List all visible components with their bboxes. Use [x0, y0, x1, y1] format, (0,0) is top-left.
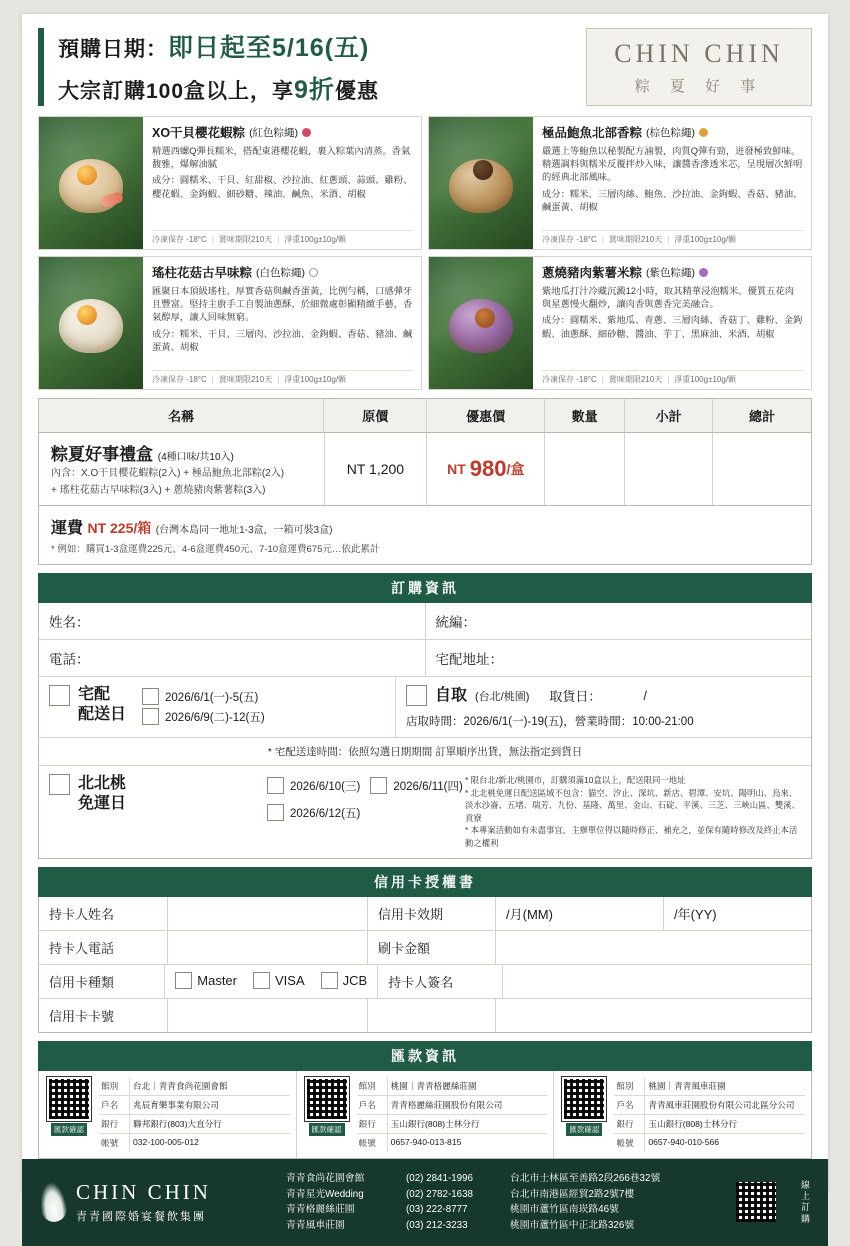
gift-set-detail-1: 內含：X.O干貝櫻花蝦粽(2入) + 極品鮑魚北部粽(2入) — [51, 468, 285, 479]
cc-row-holder-phone — [39, 931, 811, 965]
free-shipping-checkbox[interactable] — [49, 774, 70, 795]
quantity-input-cell[interactable] — [544, 433, 624, 505]
footer — [22, 1159, 828, 1246]
promo-bulk-prefix: 大宗訂購100盒以上，享 — [58, 80, 295, 103]
product-card — [428, 256, 812, 390]
free-shipping-label-1: 北北桃 — [78, 775, 127, 792]
bank-number-key: 帳號 — [616, 1137, 634, 1148]
contact-address: 台北市士林區至善路2段266巷32號 — [510, 1172, 661, 1184]
bank-venue-key: 館別 — [101, 1080, 119, 1091]
contact-address: 台北市南港區經貿2路2號7樓 — [510, 1188, 635, 1200]
bank-name-key: 銀行 — [358, 1118, 376, 1129]
product-weight: 淨重100g±10g/顆 — [674, 235, 737, 244]
product-image — [39, 117, 143, 249]
bank-venue-key: 館別 — [358, 1080, 376, 1091]
cc-type-label: 信用卡種類 — [49, 974, 115, 990]
brand-slogan-zh: 粽 夏 好 事 — [634, 77, 764, 95]
product-rope-label: (紅色粽繩) — [249, 126, 299, 139]
pickup-date-slash[interactable]: / — [643, 688, 648, 703]
phone-field[interactable] — [39, 640, 425, 676]
footer-brand-en: CHIN CHIN — [76, 1180, 211, 1205]
bank-account: 兆辰育樂事業有限公司 — [129, 1096, 290, 1114]
promo-discount: 9折 — [294, 76, 335, 104]
product-grid — [22, 116, 828, 390]
cc-number-input[interactable] — [167, 999, 367, 1032]
header — [22, 14, 828, 116]
online-order-qr[interactable] — [725, 1182, 787, 1222]
term-2: * 北北桃免運日配送區域不包含：貓空、汐止、深坑、新店、碧潭、安坑、陽明山、烏來、淡水沙崙、五堵、瑞芳、九份、基隆、萬里、金山、石碇、平溪、三芝、三峽山區、雙溪、貢寮 — [465, 787, 800, 823]
section-title-credit-card: 信用卡授權書 — [38, 867, 812, 897]
product-description: 紫地瓜打汁冷藏沉澱12小時，取其精華浸泡糯米。優質五花肉與星蔥慢火翻炒，讓肉香與蔥香完美融合。 — [542, 286, 795, 310]
product-description: 匯聚日本頂級瑤柱、厚實香菇與鹹香蛋黃，比例勻稱，口感彈牙且豐富。堅持主廚手工自製油蔥酥，於細微處彰顯精緻手藝，香氣醇厚，讓人回味無窮。 — [152, 286, 413, 323]
promo-line-1 — [58, 28, 576, 64]
cc-row-card-number — [39, 999, 811, 1032]
cc-signature-spacer-2[interactable] — [495, 999, 811, 1032]
bank-venue-key: 館別 — [616, 1080, 634, 1091]
contact-row — [286, 1202, 711, 1218]
cc-signature-input[interactable] — [502, 965, 811, 998]
footer-brand-zh: 青青國際婚宴餐飲集團 — [76, 1211, 206, 1224]
bank-account: 青青格麗絲莊園股份有限公司 — [387, 1096, 548, 1114]
col-total: 總計 — [712, 399, 811, 432]
free-option-1-label: 2026/6/10(三) — [290, 780, 361, 793]
bank-entry — [296, 1071, 554, 1158]
product-ingredients: 成分：糯米、干貝、三層肉、沙拉油、金鉤蝦、香菇、豬油、鹹蛋黃、胡椒 — [152, 328, 413, 352]
remit-confirm-label[interactable]: 匯款確認 — [566, 1123, 602, 1136]
free-option-3[interactable] — [267, 804, 360, 821]
home-delivery-label — [78, 685, 126, 725]
cc-expiry-month[interactable]: /月(MM) — [495, 897, 663, 930]
product-card — [38, 116, 422, 250]
free-option-2[interactable] — [370, 777, 462, 794]
product-storage: 冷凍保存 -18°C — [542, 235, 597, 244]
field-row-phone — [39, 640, 811, 677]
contact-phone[interactable]: (02) 2841-1996 — [406, 1172, 473, 1184]
remit-confirm-label[interactable]: 匯款確認 — [309, 1123, 345, 1136]
col-quantity: 數量 — [544, 399, 624, 432]
rope-color-dot — [309, 268, 318, 277]
contact-branch: 青青食尚花園會館 — [286, 1172, 365, 1184]
bank-qr-block[interactable] — [560, 1077, 608, 1152]
cc-expiry-year[interactable]: /年(YY) — [663, 897, 811, 930]
col-sale-price: 優惠價 — [426, 399, 544, 432]
shipping-example: * 例如：購買1-3盒運費225元、4-6盒運費450元、7-10盒運費675元…依此累計 — [51, 544, 380, 555]
bank-name-key: 銀行 — [616, 1118, 634, 1129]
pickup-block — [395, 677, 811, 737]
cc-type-visa-label: VISA — [275, 972, 305, 988]
bank-venue: 台北｜青青食尚花園會館 — [129, 1077, 290, 1095]
shipping-fee-line — [51, 515, 799, 538]
delivery-option-2-checkbox[interactable] — [142, 708, 159, 725]
promo-date-value: 即日起至5/16(五) — [168, 34, 370, 62]
bank-account-key: 戶名 — [101, 1099, 119, 1110]
qr-code-icon[interactable] — [47, 1077, 91, 1121]
flame-icon — [37, 1181, 68, 1224]
rope-color-dot — [302, 128, 311, 137]
product-storage: 冷凍保存 -18°C — [152, 235, 207, 244]
product-shelf-life: 賞味期限210天 — [218, 235, 273, 244]
online-order-label-3: 訂 — [800, 1202, 810, 1213]
pickup-label: 自取 — [435, 686, 468, 704]
contact-branch: 青青星光Wedding — [286, 1188, 364, 1200]
product-storage: 冷凍保存 -18°C — [542, 375, 597, 384]
cc-holder-name-input[interactable] — [167, 897, 367, 930]
bank-number: 032-100-005-012 — [129, 1134, 290, 1152]
product-description: 嚴選上等鮑魚以秘製配方滷製，肉質Q彈有勁，迸發極致鮮味。精選調料與糯米反覆拌炒入味，讓醬香滲透米芯，呈現層次鮮明的經典北部風味。 — [542, 146, 803, 183]
gift-set-name-row — [51, 440, 234, 465]
product-card — [428, 116, 812, 250]
sale-price-value — [426, 433, 544, 505]
gift-set-name-sub: (4種口味/共10入) — [157, 452, 234, 463]
product-weight: 淨重100g±10g/顆 — [284, 235, 347, 244]
bank-name: 玉山銀行(808)士林分行 — [387, 1115, 548, 1133]
address-label: 宅配地址： — [435, 652, 503, 667]
product-name: 蔥燒豬肉紫薯米粽 — [542, 266, 643, 280]
cc-holder-phone-input[interactable] — [167, 931, 367, 964]
online-order-label-1: 線 — [800, 1179, 810, 1190]
name-label: 姓名： — [49, 615, 90, 630]
cc-holder-phone-label: 持卡人電話 — [49, 940, 115, 956]
contact-address: 桃園市蘆竹區南崁路46號 — [510, 1204, 619, 1216]
online-order-label-4: 購 — [800, 1213, 810, 1224]
contact-phone[interactable]: (03) 212-3233 — [406, 1220, 468, 1232]
cc-type-jcb-checkbox[interactable] — [321, 972, 338, 989]
product-storage: 冷凍保存 -18°C — [152, 375, 207, 384]
cc-type-master-label: Master — [197, 972, 237, 988]
name-field[interactable] — [39, 603, 425, 639]
bank-account: 青青風車莊園股份有限公司北區分公司 — [644, 1096, 805, 1114]
promo-date-prefix: 預購日期： — [58, 38, 168, 61]
total-cell[interactable] — [712, 433, 811, 505]
rope-color-dot — [699, 128, 708, 137]
cc-amount-label: 刷卡金額 — [367, 931, 495, 964]
home-delivery-label-1: 宅配 — [78, 686, 111, 703]
free-option-3-checkbox[interactable] — [267, 804, 284, 821]
cc-type-master-checkbox[interactable] — [175, 972, 192, 989]
address-field[interactable] — [425, 640, 812, 676]
product-title-row — [152, 123, 413, 141]
product-weight: 淨重100g±10g/顆 — [674, 375, 737, 384]
bank-table — [614, 1077, 805, 1152]
product-ingredients: 成分：圓糯米、干貝、紅甜椒、沙拉油、紅蔥頭、蒜頭、雞粉、櫻花蝦、金鉤蝦、細砂糖、辣油、鹹魚、米酒、胡椒 — [152, 175, 413, 199]
shipping-fee-row — [39, 506, 811, 564]
product-title-row — [542, 263, 803, 281]
qr-code-icon[interactable] — [562, 1077, 606, 1121]
cc-signature-spacer — [367, 999, 495, 1032]
order-form-page — [22, 14, 828, 1232]
free-option-2-label: 2026/6/11(四) — [393, 780, 463, 793]
rope-color-dot — [699, 268, 708, 277]
product-image — [429, 257, 533, 389]
product-rope-label: (白色粽繩) — [256, 266, 306, 279]
product-shelf-life: 賞味期限210天 — [218, 375, 273, 384]
delivery-row — [39, 677, 811, 738]
delivery-option-2-label: 2026/6/9(二)-12(五) — [165, 711, 265, 724]
bank-name: 玉山銀行(808)士林分行 — [644, 1115, 805, 1133]
promo-line-2 — [58, 70, 576, 106]
free-option-1-checkbox[interactable] — [267, 777, 284, 794]
pickup-region: (台北/桃園) — [475, 690, 530, 703]
col-original-price: 原價 — [323, 399, 426, 432]
shipping-label: 運費 — [51, 520, 84, 537]
credit-card-block — [38, 897, 812, 1033]
qr-code-icon[interactable] — [305, 1077, 349, 1121]
field-row-name — [39, 603, 811, 640]
bank-name: 聯邦銀行(803)大直分行 — [129, 1115, 290, 1133]
sale-price-number: 980 — [469, 456, 507, 481]
bank-table — [99, 1077, 290, 1152]
contact-row — [286, 1218, 711, 1234]
brand-name-en: CHIN CHIN — [614, 38, 784, 68]
cc-type-jcb-label: JCB — [342, 972, 368, 988]
delivery-option-1-label: 2026/6/1(一)-5(五) — [165, 691, 259, 704]
cc-type-visa-checkbox[interactable] — [253, 972, 270, 989]
pickup-date-label: 取貨日： — [549, 689, 602, 704]
qr-code-icon[interactable] — [736, 1182, 776, 1222]
cc-amount-input[interactable] — [495, 931, 811, 964]
cc-expiry-label: 信用卡效期 — [367, 897, 495, 930]
delivery-option-1-checkbox[interactable] — [142, 688, 159, 705]
free-option-2-checkbox[interactable] — [370, 777, 387, 794]
tax-id-field[interactable] — [425, 603, 812, 639]
bank-qr-block[interactable] — [303, 1077, 351, 1152]
bank-number-key: 帳號 — [101, 1137, 119, 1148]
product-meta: 冷凍保存 -18°C | 賞味期限210天 | 淨重100g±10g/顆 — [542, 370, 803, 385]
product-weight: 淨重100g±10g/顆 — [284, 375, 347, 384]
tax-id-label: 統編： — [435, 615, 476, 630]
gift-set-detail-2: + 瑤柱花菇古早味粽(3入) + 蔥燒豬肉紫薯粽(3入) — [51, 484, 266, 496]
cc-signature-label: 持卡人簽名 — [377, 965, 502, 998]
cc-number-label: 信用卡卡號 — [49, 1008, 115, 1024]
delivery-option-2[interactable] — [142, 708, 265, 725]
order-info-block — [38, 603, 812, 859]
product-rope-label: (棕色粽繩) — [646, 126, 696, 139]
free-shipping-label — [78, 774, 126, 814]
bank-number: 0657-940-010-566 — [644, 1134, 805, 1152]
cc-type-master[interactable] — [175, 972, 237, 989]
gift-set-cell — [39, 433, 324, 505]
product-meta: 冷凍保存 -18°C | 賞味期限210天 | 淨重100g±10g/顆 — [542, 230, 803, 245]
col-subtotal: 小計 — [624, 399, 712, 432]
promo-block — [38, 28, 576, 106]
free-shipping-label-2: 免運日 — [78, 795, 127, 812]
brand-logo — [586, 28, 812, 106]
bank-venue: 桃園｜青青格麗絲莊園 — [387, 1077, 548, 1095]
product-shelf-life: 賞味期限210天 — [608, 375, 663, 384]
phone-label: 電話： — [49, 652, 90, 667]
contact-phone[interactable]: (02) 2782-1638 — [406, 1188, 473, 1200]
col-name: 名稱 — [168, 409, 195, 424]
product-meta: 冷凍保存 -18°C | 賞味期限210天 | 淨重100g±10g/顆 — [152, 370, 413, 385]
bank-account-key: 戶名 — [358, 1099, 376, 1110]
free-shipping-terms — [465, 774, 801, 850]
bank-venue: 桃園｜青青風車莊園 — [644, 1077, 805, 1095]
product-image — [39, 257, 143, 389]
section-title-remittance: 匯款資訊 — [38, 1041, 812, 1071]
product-description: 精選西螺Q彈長糯米，搭配東港櫻花蝦，裹入粽葉內清蒸。香氣馥雅，爆解油膩 — [152, 146, 411, 170]
shipping-unit: /箱 — [133, 520, 152, 536]
delivery-option-1[interactable] — [142, 688, 265, 705]
term-3: * 本專案活動如有未盡事宜，主辦單位得以隨時修正、補充之，並保有隨時修改及終止本活動之權利 — [465, 825, 798, 849]
home-delivery-label-2: 配送日 — [78, 706, 127, 723]
delivery-note: * 宅配送達時間：依照勾選日期期間 訂單順序出貨，無法指定到貨日 — [39, 738, 811, 766]
bank-table — [357, 1077, 548, 1152]
cc-row-card-type — [39, 965, 811, 999]
order-table-row — [39, 433, 811, 506]
sale-price-currency: NT — [447, 461, 466, 477]
free-option-3-label: 2026/6/12(五) — [290, 807, 361, 820]
product-ingredients: 成分：圓糯米、紫地瓜、青蔥、三層肉絲、香菇丁、雞粉、金鉤蝦、油蔥酥、細砂糖、醬油、芋丁、黑麻油、米酒、胡椒 — [542, 315, 803, 339]
product-title-row — [152, 263, 413, 281]
bank-number-key: 帳號 — [358, 1137, 376, 1148]
remittance-block — [38, 1071, 812, 1159]
free-option-1[interactable] — [267, 777, 360, 794]
cc-type-options — [164, 965, 377, 998]
bank-number: 0657-940-013-815 — [387, 1134, 548, 1152]
remit-confirm-label[interactable]: 匯款確認 — [51, 1123, 87, 1136]
free-shipping-row — [39, 766, 811, 858]
sale-price-unit: /盒 — [506, 461, 525, 477]
contact-phone[interactable]: (03) 222-8777 — [406, 1204, 468, 1216]
free-shipping-title-block — [49, 774, 257, 850]
subtotal-cell[interactable] — [624, 433, 712, 505]
bank-entry — [553, 1071, 811, 1158]
online-order-label-2: 上 — [800, 1191, 810, 1202]
contact-address: 桃園市蘆竹區中正北路326號 — [510, 1220, 635, 1232]
section-title-order-info: 訂購資訊 — [38, 573, 812, 603]
product-name: 瑤柱花菇古早味粽 — [152, 266, 253, 280]
product-name: 極品鮑魚北部香粽 — [542, 126, 643, 140]
bank-qr-block[interactable] — [45, 1077, 93, 1152]
cc-type-jcb[interactable] — [321, 972, 368, 989]
order-table-header — [39, 399, 811, 433]
shipping-scope: (台灣本島同一地址1-3盒，一箱可裝3盒) — [155, 525, 333, 536]
contact-branch: 青青風車莊園 — [286, 1220, 345, 1232]
footer-logo — [40, 1180, 272, 1224]
footer-contacts — [286, 1171, 711, 1234]
pickup-hours: 店取時間：2026/6/1(一)-19(五)，營業時間：10:00-21:00 — [406, 716, 694, 728]
bank-entry — [39, 1071, 296, 1158]
contact-row — [286, 1171, 711, 1187]
bank-name-key: 銀行 — [101, 1118, 119, 1129]
cc-type-visa[interactable] — [253, 972, 305, 989]
term-1: * 限台北/新北/桃園市，訂購須滿10盒以上，配送限同一地址 — [465, 775, 686, 785]
home-delivery-checkbox[interactable] — [49, 685, 70, 706]
pickup-checkbox[interactable] — [406, 685, 427, 706]
contact-branch: 青青格麗絲莊園 — [286, 1204, 355, 1216]
product-shelf-life: 賞味期限210天 — [608, 235, 663, 244]
original-price-value: NT 1,200 — [324, 433, 427, 505]
product-rope-label: (紫色粽繩) — [646, 266, 696, 279]
home-delivery-block — [39, 677, 395, 737]
gift-set-name: 粽夏好事禮盒 — [51, 445, 153, 464]
online-order-label — [801, 1180, 810, 1225]
product-title-row — [542, 123, 803, 141]
product-name: XO干貝櫻花蝦粽 — [152, 126, 246, 140]
product-ingredients: 成分：糯米、三層肉絲、鮑魚、沙拉油、金鉤蝦、香菇、豬油、鹹蛋黃、胡椒 — [542, 188, 803, 212]
cc-holder-name-label: 持卡人姓名 — [49, 906, 115, 922]
free-shipping-options — [267, 774, 463, 850]
order-table — [38, 398, 812, 565]
contact-row — [286, 1187, 711, 1203]
product-meta: 冷凍保存 -18°C | 賞味期限210天 | 淨重100g±10g/顆 — [152, 230, 413, 245]
shipping-amount: NT 225 — [87, 520, 134, 536]
bank-account-key: 戶名 — [616, 1099, 634, 1110]
promo-bulk-suffix: 優惠 — [334, 80, 379, 103]
product-card — [38, 256, 422, 390]
product-image — [429, 117, 533, 249]
cc-row-holder-name — [39, 897, 811, 931]
